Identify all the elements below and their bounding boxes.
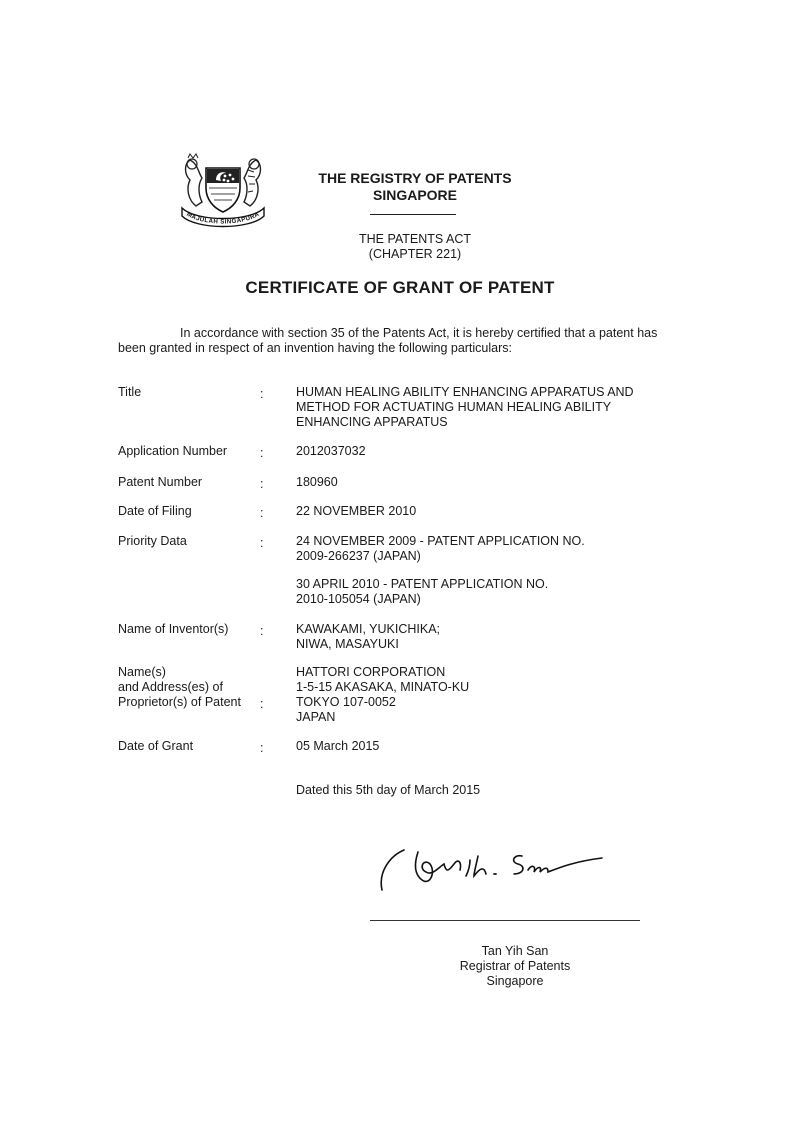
intro-line-2: been granted in respect of an invention having the following particulars: <box>118 341 513 355</box>
field-label: Application Number <box>118 444 228 458</box>
registrar-country: Singapore <box>486 974 544 988</box>
field-value <box>296 665 696 725</box>
field-value <box>296 385 696 430</box>
field-value: 05 March 2015 <box>296 739 380 753</box>
field-value: 180960 <box>296 475 338 489</box>
label-line: Proprietor(s) of Patent <box>118 695 241 709</box>
priority-entry-line: 30 APRIL 2010 - PATENT APPLICATION NO. <box>296 577 549 591</box>
intro-line-1: In accordance with section 35 of the Patents Act, it is hereby certified that a patent has <box>180 326 658 340</box>
priority-entry-line: 2010-105054 (JAPAN) <box>296 592 421 606</box>
field-label: Date of Filing <box>118 504 192 518</box>
act-heading <box>280 232 550 262</box>
field-colon: : <box>260 477 264 491</box>
value-line: HUMAN HEALING ABILITY ENHANCING APPARATUS AND <box>296 385 634 399</box>
field-label: Title <box>118 385 142 399</box>
label-line: and Address(es) of <box>118 680 223 694</box>
field-value <box>296 534 696 607</box>
field-value: 22 NOVEMBER 2010 <box>296 504 417 518</box>
field-label: Patent Number <box>118 475 203 489</box>
value-line: METHOD FOR ACTUATING HUMAN HEALING ABILITY <box>296 400 612 414</box>
registry-country: SINGAPORE <box>372 187 457 203</box>
priority-entry-line: 24 NOVEMBER 2009 - PATENT APPLICATION NO. <box>296 534 585 548</box>
field-colon: : <box>260 741 264 755</box>
value-line: JAPAN <box>296 710 336 724</box>
registrar-block <box>440 944 590 989</box>
field-label: Name of Inventor(s) <box>118 622 229 636</box>
field-value <box>296 622 696 652</box>
handwritten-signature-icon <box>374 842 614 902</box>
value-line: KAWAKAMI, YUKICHIKA; <box>296 622 441 636</box>
field-label: Date of Grant <box>118 739 194 753</box>
field-value: 2012037032 <box>296 444 366 458</box>
registry-name: THE REGISTRY OF PATENTS <box>318 170 512 186</box>
act-chapter: (CHAPTER 221) <box>368 247 462 261</box>
value-line: NIWA, MASAYUKI <box>296 637 399 651</box>
intro-paragraph <box>118 326 698 356</box>
signature-line <box>370 920 640 921</box>
registrar-name: Tan Yih San <box>481 944 549 958</box>
coat-of-arms-icon <box>176 150 270 230</box>
svg-text:MAJULAH SINGAPURA: MAJULAH SINGAPURA <box>185 210 261 226</box>
value-line: HATTORI CORPORATION <box>296 665 446 679</box>
field-colon: : <box>260 387 264 401</box>
registrar-title: Registrar of Patents <box>459 959 571 973</box>
field-label: Priority Data <box>118 534 187 548</box>
field-colon: : <box>260 446 264 460</box>
registry-heading <box>280 170 550 204</box>
heading-divider <box>370 214 456 215</box>
act-name: THE PATENTS ACT <box>358 232 472 246</box>
label-line: Name(s) <box>118 665 166 679</box>
value-line: TOKYO 107-0052 <box>296 695 396 709</box>
priority-entry-line: 2009-266237 (JAPAN) <box>296 549 421 563</box>
value-line: ENHANCING APPARATUS <box>296 415 448 429</box>
field-colon: : <box>260 536 264 550</box>
field-colon: : <box>260 624 264 638</box>
value-line: 1-5-15 AKASAKA, MINATO-KU <box>296 680 470 694</box>
field-colon: : <box>260 506 264 520</box>
field-colon: : <box>260 697 264 711</box>
dated-statement: Dated this 5th day of March 2015 <box>296 783 481 797</box>
field-label <box>118 665 258 710</box>
certificate-title: CERTIFICATE OF GRANT OF PATENT <box>245 278 555 297</box>
